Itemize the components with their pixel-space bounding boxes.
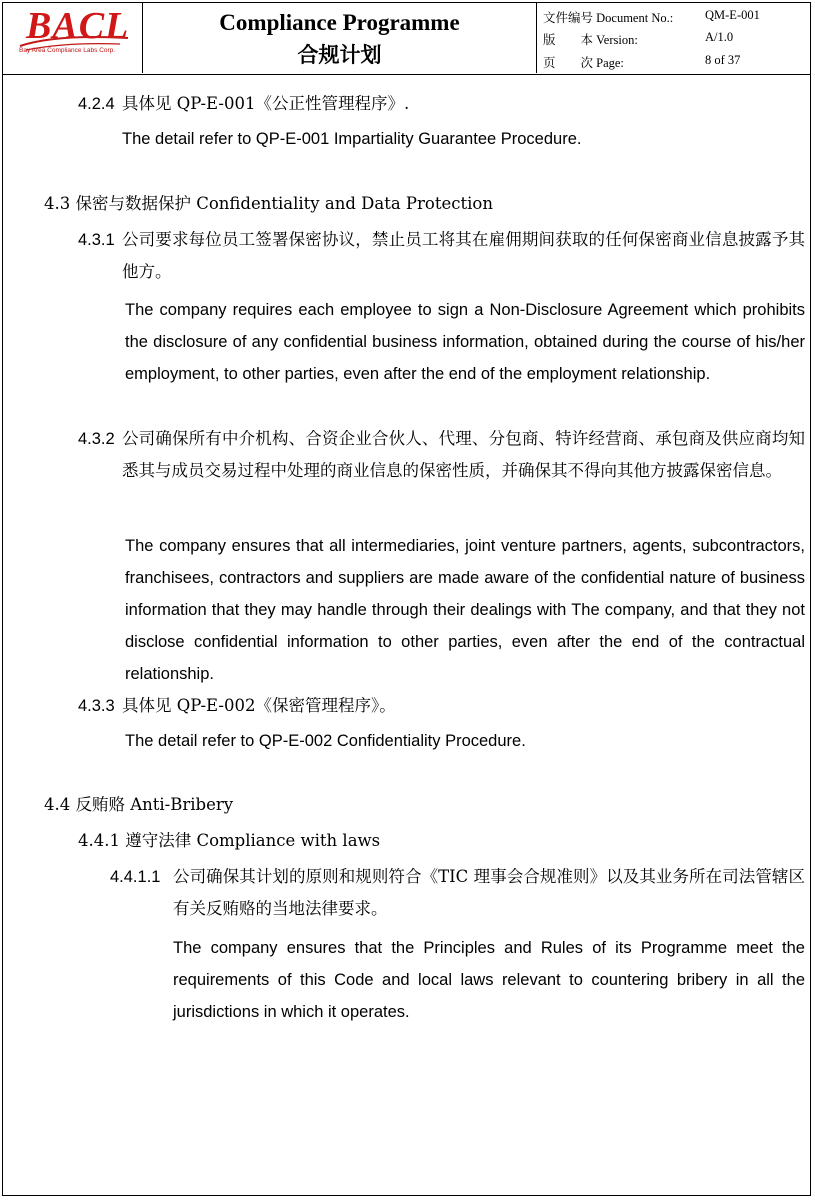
doc-no-row (543, 8, 805, 28)
section-4-2-4-text: 具体见 QP-E-001《公正性管理程序》. (122, 94, 410, 113)
page-label: 页 次 Page: (543, 56, 624, 70)
section-4-2-4-en: The detail refer to QP-E-001 Impartiality Guarantee Procedure. (122, 130, 582, 148)
page-row (543, 53, 805, 73)
section-number: 4.3.1 (78, 231, 115, 249)
doc-no-label: 文件编号 Document No.: (543, 11, 674, 25)
section-4-4-1-1-zh: 公司确保其计划的原则和规则符合《TIC 理事会合规准则》以及其业务所在司法管辖区有关反贿赂的当地法律要求。 (173, 867, 805, 918)
doc-no-value: QM-E-001 (705, 8, 760, 22)
company-logo (2, 2, 142, 73)
section-4-3-1-en: The company requires each employee to sign a Non-Disclosure Agreement which prohibits the disclosure of any confidential business information, obtained during the course of his/her employment, to other parties, even after the end of the employment relationship. (125, 301, 805, 383)
section-4-3-2-en: The company ensures that all intermediaries, joint venture partners, agents, subcontractors, franchisees, contractors and suppliers are made aware of the confidential nature of business information that they may handle through their dealings with The company, and that they not disclose confidential information to other parties, even after the end of the contractual relationship. (125, 537, 805, 683)
title-block (142, 2, 537, 73)
logo-subtitle: Bay Area Compliance Labs Corp. (19, 47, 116, 54)
section-4-4-1-heading: 4.4.1 遵守法律 Compliance with laws (78, 831, 381, 850)
version-row (543, 30, 805, 50)
document-title-zh: 合规计划 (297, 43, 382, 67)
section-4-3-2-zh: 公司确保所有中介机构、合资企业合伙人、代理、分包商、特许经营商、承包商及供应商均知悉其与成员交易过程中处理的商业信息的保密性质，并确保其不得向其他方披露保密信息。 (122, 429, 805, 480)
section-number: 4.3.3 (78, 697, 115, 715)
section-4-4-1-1-en: The company ensures that the Principles and Rules of its Programme meet the requirements of this Code and local laws relevant to countering bribery in all the jurisdictions in which it operates. (173, 939, 805, 1021)
document-header (2, 2, 811, 75)
section-number: 4.3.2 (78, 430, 115, 448)
section-4-3-heading: 4.3 保密与数据保护 Confidentiality and Data Protection (44, 194, 493, 213)
section-4-3-3-en: The detail refer to QP-E-002 Confidentiality Procedure. (125, 732, 526, 750)
version-label: 版 本 Version: (543, 33, 638, 47)
section-number: 4.2.4 (78, 95, 115, 113)
section-4-4-heading: 4.4 反贿赂 Anti-Bribery (44, 795, 234, 814)
version-value: A/1.0 (705, 30, 734, 44)
document-title-en: Compliance Programme (219, 10, 460, 35)
section-number: 4.4.1.1 (110, 868, 161, 886)
document-meta (543, 6, 805, 72)
logo-text: BACL (26, 5, 130, 47)
section-4-3-3-text: 具体见 QP-E-002《保密管理程序》。 (122, 696, 396, 715)
section-4-3-1-zh: 公司要求每位员工签署保密协议，禁止员工将其在雇佣期间获取的任何保密商业信息披露予其他方。 (122, 230, 805, 281)
page-number: 8 of 37 (705, 53, 741, 67)
